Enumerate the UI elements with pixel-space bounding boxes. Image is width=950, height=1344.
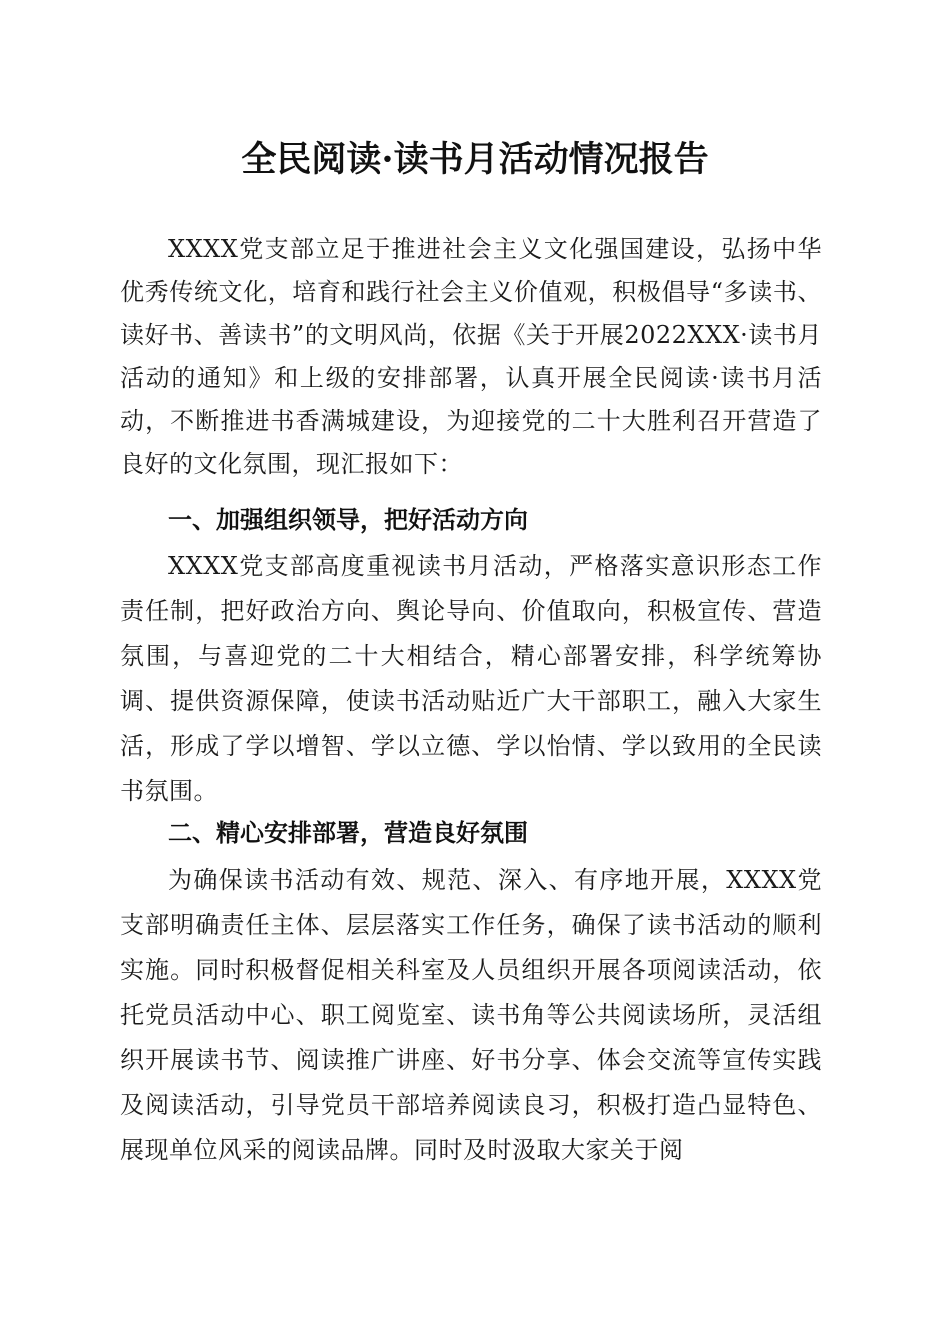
intro-paragraph: XXXX党支部立足于推进社会主义文化强国建设，弘扬中华优秀传统文化，培育和践行社会主义价值观，积极倡导“多读书、读好书、善读书”的文明风尚，依据《关于开展2022XXX·读书月活动的通知》和上级的安排部署，认真开展全民阅读·读书月活动，不断推进书香满城建设，为迎接党的二十大胜利召开营造了良好的文化氛围，现汇报如下： [120, 235, 822, 478]
section-heading-2: 二、精心安排部署，营造良好氛围 [168, 819, 528, 847]
section-paragraph-2: 为确保读书活动有效、规范、深入、有序地开展，XXXX党支部明确责任主体、层层落实工作任务，确保了读书活动的顺利实施。同时积极督促相关科室及人员组织开展各项阅读活动，依托党员活动中心、职工阅览室、读书角等公共阅读场所，灵活组织开展读书节、阅读推广讲座、好书分享、体会交流等宣传实践及阅读活动，引导党员干部培养阅读良习，积极打造凸显特色、展现单位风采的阅读品牌。同时及时汲取大家关于阅 [120, 866, 822, 1164]
document-title: 全民阅读·读书月活动情况报告 [241, 139, 709, 180]
section-heading-1: 一、加强组织领导，把好活动方向 [168, 506, 528, 534]
section-paragraph-1: XXXX党支部高度重视读书月活动，严格落实意识形态工作责任制，把好政治方向、舆论导向、价值取向，积极宣传、营造氛围，与喜迎党的二十大相结合，精心部署安排，科学统筹协调、提供资源保障，使读书活动贴近广大干部职工，融入大家生活，形成了学以增智、学以立德、学以怡情、学以致用的全民读书氛围。 [120, 552, 822, 805]
